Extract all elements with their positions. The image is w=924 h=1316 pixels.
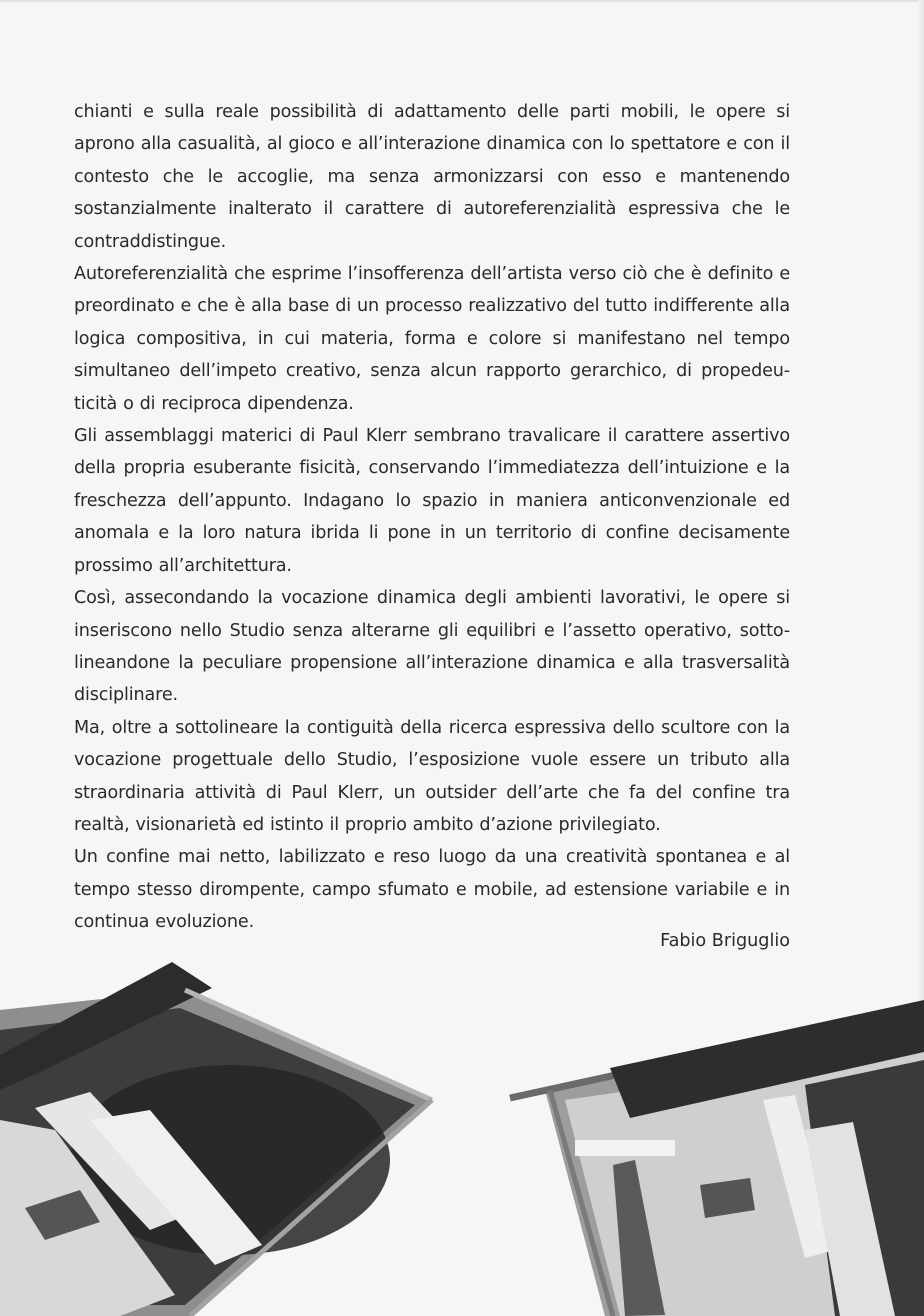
artwork-photo-right — [505, 990, 924, 1316]
artwork-right-shelf — [575, 1140, 675, 1156]
paragraph-3: Gli assemblaggi materici di Paul Klerr sembrano travalicare il carattere assertivo della propria esuberante fisicità, conservando l’immediatezza dell’intuizione e la freschezza dell’appunto. Indagano lo spazio in maniera anticonvenzionale ed anomala e la loro natura ibrida li pone in un territorio di confine decisamente prossimo all’architettura. — [74, 426, 790, 576]
paragraph-4: Così, assecondando la vocazione dinamica degli ambienti lavorativi, le opere si inseriscono nello Studio senza alterarne gli equilibri e l’assetto operativo, sotto-lineandone la peculiare propensione all’interazione dinamica e alla trasversalità disciplinare. — [74, 588, 790, 706]
paragraph-2: Autoreferenzialità che esprime l’insofferenza dell’artista verso ciò che è definito e preordinato e che è alla base di un processo realizzativo del tutto indifferente alla logica compositiva, in cui materia, forma e colore si manifestano nel tempo simultaneo dell’impeto creativo, senza alcun rapporto gerarchico, di propedeu-ticità o di reciproca dipendenza. — [74, 264, 790, 414]
essay-body — [74, 96, 790, 939]
paragraph-6: Un confine mai netto, labilizzato e reso luogo da una creatività spontanea e al tempo stesso dirompente, campo sfumato e mobile, ad estensione variabile e in continua evoluzione. — [74, 847, 790, 933]
paragraph-5: Ma, oltre a sottolineare la contiguità della ricerca espressiva dello scultore con la vocazione progettuale dello Studio, l’esposizione vuole essere un tributo alla straordinaria attività di Paul Klerr, un outsider dell’arte che fa del confine tra realtà, visionarietà ed istinto il proprio ambito d’azione privilegiato. — [74, 717, 790, 835]
author-signature: Fabio Briguglio — [660, 931, 790, 951]
page-top-edge — [0, 0, 924, 3]
artwork-photo-left — [0, 960, 440, 1316]
paragraph-1: chianti e sulla reale possibilità di adattamento delle parti mobili, le opere si aprono alla casualità, al gioco e all’interazione dinamica con lo spettatore e con il contesto che le accoglie, ma senza armonizzarsi con esso e mantenendo sostanzialmente inalterato il carattere di autoreferenzialità espressiva che le contraddistingue. — [74, 102, 790, 252]
